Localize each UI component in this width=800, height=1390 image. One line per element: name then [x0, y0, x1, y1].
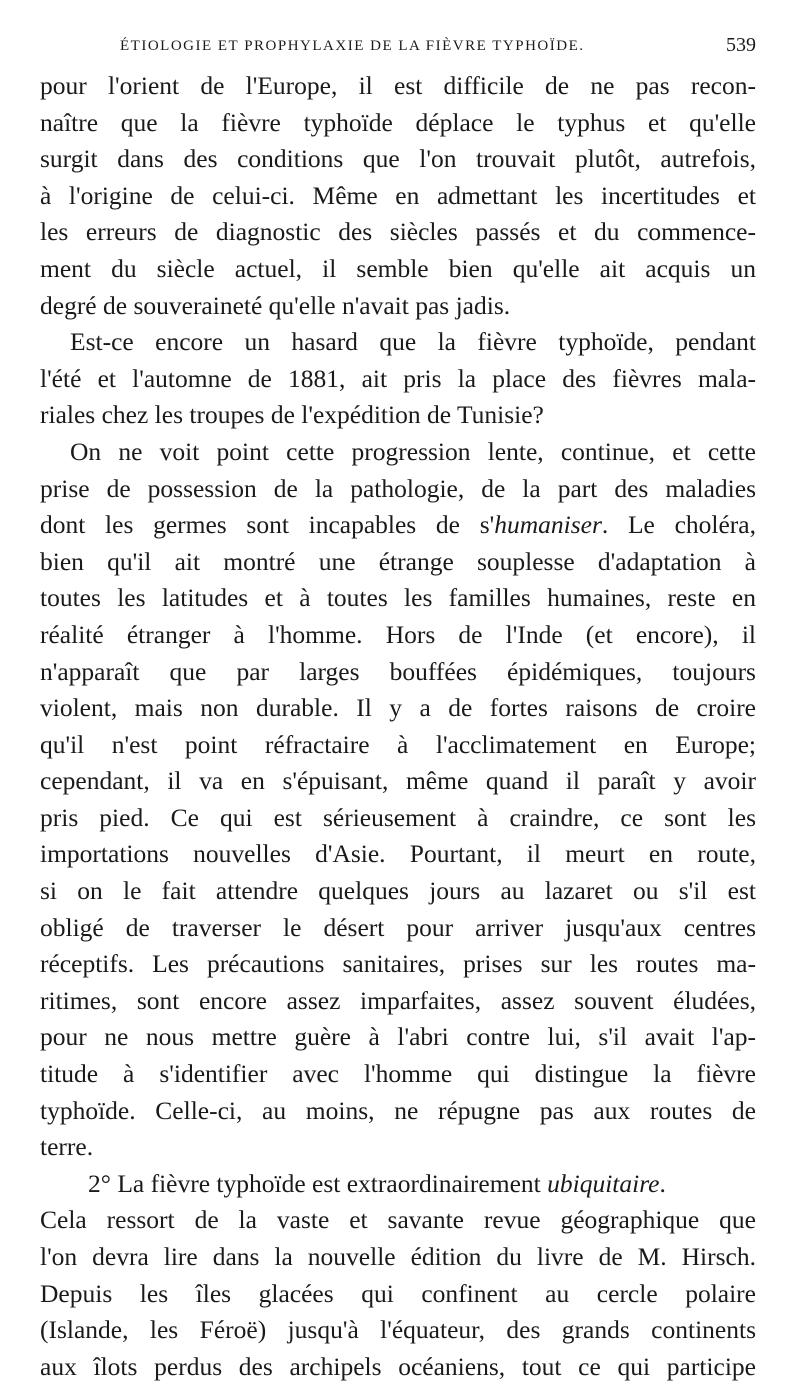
- text-line: pour ne nous mettre guère à l'abri contre lui, s'il avait l'ap-: [40, 1022, 756, 1052]
- text-line: degré de souveraineté qu'elle n'avait pas jadis.: [40, 290, 511, 320]
- text-line: réceptifs. Les précautions sanitaires, prises sur les routes ma-: [40, 949, 756, 979]
- text-line: toutes les latitudes et à toutes les familles humaines, reste en: [40, 583, 756, 613]
- text-line: Cela ressort de la vaste et savante revue géographique que: [40, 1205, 756, 1235]
- text-line: aux îlots perdus des archipels océaniens, tout ce qui participe: [40, 1351, 756, 1381]
- text-line: violent, mais non durable. Il y a de fortes raisons de croire: [40, 693, 756, 723]
- text-line: On ne voit point cette progression lente, continue, et cette: [70, 436, 756, 466]
- text-line: [40, 507, 756, 544]
- text-line: [40, 1166, 756, 1203]
- text-line: à l'origine de celui-ci. Même en admettant les incertitudes et: [40, 180, 756, 210]
- text-line: terre.: [40, 1132, 94, 1162]
- text-line: titude à s'identifier avec l'homme qui distingue la fièvre: [40, 1059, 756, 1089]
- text-line: l'on devra lire dans la nouvelle édition du livre de M. Hirsch.: [40, 1242, 756, 1271]
- text-line: réalité étranger à l'homme. Hors de l'Inde (et encore), il: [40, 619, 756, 649]
- text-line: pris pied. Ce qui est sérieusement à craindre, ce sont les: [40, 802, 756, 832]
- text-line: importations nouvelles d'Asie. Pourtant, il meurt en route,: [40, 839, 756, 869]
- text-line: naître que la fièvre typhoïde déplace le typhus et qu'elle: [40, 107, 756, 137]
- text-line: si on le fait attendre quelques jours au lazaret ou s'il est: [40, 876, 756, 906]
- text-line: Est-ce encore un hasard que la fièvre typhoïde, pendant: [70, 327, 756, 357]
- text-segment: . Le choléra,: [601, 510, 756, 540]
- text-line: l'été et l'automne de 1881, ait pris la place des fièvres mala-: [40, 363, 756, 393]
- text-line: qu'il n'est point réfractaire à l'acclimatement en Europe;: [40, 729, 756, 759]
- text-line: obligé de traverser le désert pour arriver jusqu'aux centres: [40, 912, 756, 942]
- text-segment: .: [659, 1168, 666, 1198]
- text-line: (Islande, les Féroë) jusqu'à l'équateur, des grands continents: [40, 1315, 756, 1345]
- text-line: pour l'orient de l'Europe, il est difficile de ne pas recon-: [40, 71, 756, 100]
- text-line: typhoïde. Celle-ci, au moins, ne répugne pas aux routes de: [40, 1095, 756, 1125]
- text-line: n'apparaît que par larges bouffées épidémiques, toujours: [40, 656, 756, 686]
- text-line: prise de possession de la pathologie, de la part des maladies: [40, 473, 756, 503]
- text-line: ritimes, sont encore assez imparfaites, assez souvent éludées,: [40, 985, 756, 1015]
- body-text: [40, 68, 756, 1385]
- running-head: [40, 34, 756, 68]
- page-number: 539: [726, 34, 756, 56]
- text-segment: dont les germes sont incapables de s': [40, 510, 495, 540]
- italic-term: ubiquitaire: [547, 1168, 660, 1198]
- text-line: cependant, il va en s'épuisant, même quand il paraît y avoir: [40, 766, 756, 796]
- text-line: ment du siècle actuel, il semble bien qu'elle ait acquis un: [40, 253, 756, 283]
- text-line: les erreurs de diagnostic des siècles passés et du commence-: [40, 217, 756, 247]
- running-head-title: ÉTIOLOGIE ET PROPHYLAXIE DE LA FIÈVRE TYPHOÏDE.: [120, 38, 585, 54]
- text-line: surgit dans des conditions que l'on trouvait plutôt, autrefois,: [40, 144, 756, 174]
- italic-term: humaniser: [494, 510, 602, 540]
- text-line: riales chez les troupes de l'expédition de Tunisie?: [40, 400, 544, 430]
- text-segment: 2° La fièvre typhoïde est extraordinairement: [88, 1168, 548, 1198]
- text-line: Depuis les îles glacées qui confinent au cercle polaire: [40, 1278, 756, 1308]
- text-line: bien qu'il ait montré une étrange souplesse d'adaptation à: [40, 546, 756, 576]
